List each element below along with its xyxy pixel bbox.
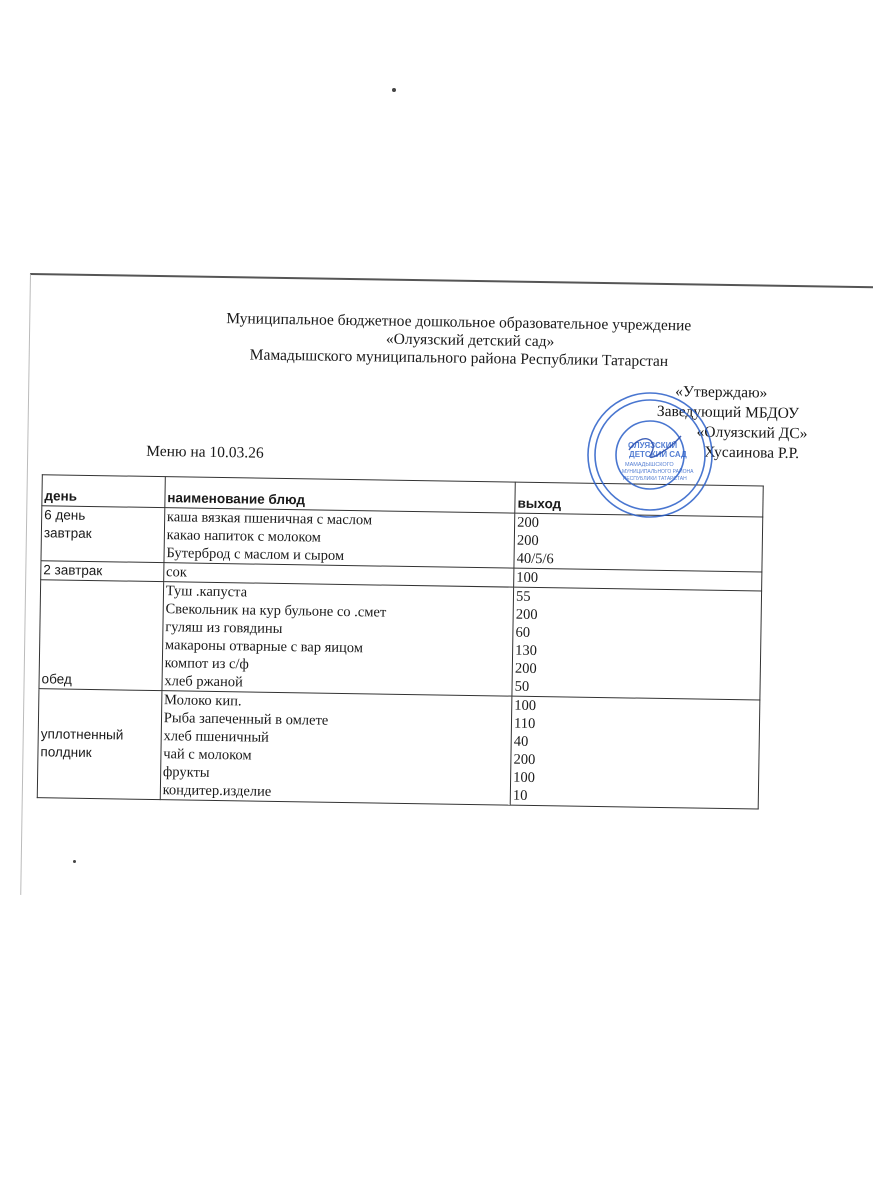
dishes-cell xyxy=(160,691,512,805)
dish-item: Молоко кип. xyxy=(163,692,242,710)
output-value: 110 xyxy=(513,715,536,732)
menu-title: Меню на 10.03.26 xyxy=(146,442,264,462)
day-text: обед xyxy=(41,671,72,687)
svg-text:ДЕТСКИЙ САД: ДЕТСКИЙ САД xyxy=(629,450,687,459)
header-output: выход xyxy=(515,482,763,517)
approval-label: «Утверждаю» xyxy=(675,383,768,402)
dish-item: кондитер.изделие xyxy=(162,782,272,800)
approval-name: Хусаинова Р.Р. xyxy=(704,443,800,463)
institution-name-line-2: «Олуязский детский сад» xyxy=(385,330,555,351)
output-value: 50 xyxy=(514,678,530,695)
day-cell xyxy=(37,689,161,800)
output-value: 40/5/6 xyxy=(516,550,554,568)
day-text: 2 завтрак xyxy=(43,562,103,579)
output-value: 100 xyxy=(516,569,539,587)
dish-item: гуляш из говядины xyxy=(165,619,283,638)
svg-text:МАМАДЫШСКОГО: МАМАДЫШСКОГО xyxy=(625,462,674,468)
output-value: 200 xyxy=(514,660,537,678)
scan-speck xyxy=(392,88,396,92)
dish-item: компот из с/ф xyxy=(164,655,250,673)
output-value: 200 xyxy=(516,532,539,550)
dish-item: Рыба запеченный в омлете xyxy=(163,710,329,729)
day-cell xyxy=(41,561,164,582)
output-value: 40 xyxy=(513,733,529,750)
dish-item: какао напиток с молоком xyxy=(166,527,322,546)
dish-item: Бутерброд с маслом и сыром xyxy=(166,545,345,564)
day-text: уплотненный xyxy=(40,726,124,743)
header-dishes: наименование блюд xyxy=(165,477,516,513)
dish-item: Свекольник на кур бульоне со .смет xyxy=(165,601,387,621)
dish-item: хлеб пшеничный xyxy=(163,728,270,746)
output-value: 130 xyxy=(515,642,538,660)
institution-name-line-1: Муниципальное бюджетное дошкольное образовательное учреждение xyxy=(226,310,692,335)
output-value: 200 xyxy=(513,751,536,768)
day-text: полдник xyxy=(40,744,92,761)
approval-position: Заведующий МБДОУ xyxy=(656,402,800,423)
table-row xyxy=(37,689,760,809)
output-value: 200 xyxy=(515,606,538,624)
official-stamp xyxy=(585,390,715,520)
dish-item: сок xyxy=(165,564,187,581)
dish-item: чай с молоком xyxy=(163,746,252,764)
menu-table xyxy=(37,474,764,809)
output-value: 10 xyxy=(512,787,528,804)
day-cell xyxy=(39,580,163,691)
header-day: день xyxy=(42,475,165,508)
output-cell xyxy=(510,696,760,809)
approval-org: «Олуязский ДС» xyxy=(696,423,808,443)
svg-text:МУНИЦИПАЛЬНОГО РАЙОНА: МУНИЦИПАЛЬНОГО РАЙОНА xyxy=(622,469,694,475)
output-value: 55 xyxy=(515,588,531,605)
institution-name-line-3: Мамадышского муниципального района Республики Татарстан xyxy=(249,346,669,371)
output-value: 60 xyxy=(515,624,531,641)
svg-text:РЕСПУБЛИКИ ТАТАРСТАН: РЕСПУБЛИКИ ТАТАРСТАН xyxy=(623,476,687,482)
svg-text:ОЛУЯЗСКИЙ: ОЛУЯЗСКИЙ xyxy=(628,441,678,450)
day-text: 6 день xyxy=(44,507,86,523)
document-sheet xyxy=(20,273,873,908)
output-value: 100 xyxy=(514,697,537,715)
output-value: 200 xyxy=(517,514,540,532)
output-cell xyxy=(512,587,762,700)
output-cell xyxy=(514,513,763,572)
day-text: завтрак xyxy=(43,525,92,541)
day-cell xyxy=(41,506,165,563)
dishes-cell xyxy=(164,508,515,568)
dish-item: хлеб ржаной xyxy=(164,673,243,691)
dish-item: Туш .капуста xyxy=(165,583,248,601)
dish-item: каша вязкая пшеничная с маслом xyxy=(166,509,373,529)
dish-item: фрукты xyxy=(162,764,210,781)
table-row xyxy=(39,580,762,700)
dish-item: макароны отварные с вар яицом xyxy=(164,637,364,657)
output-value: 100 xyxy=(513,769,536,786)
dishes-cell xyxy=(162,582,514,696)
